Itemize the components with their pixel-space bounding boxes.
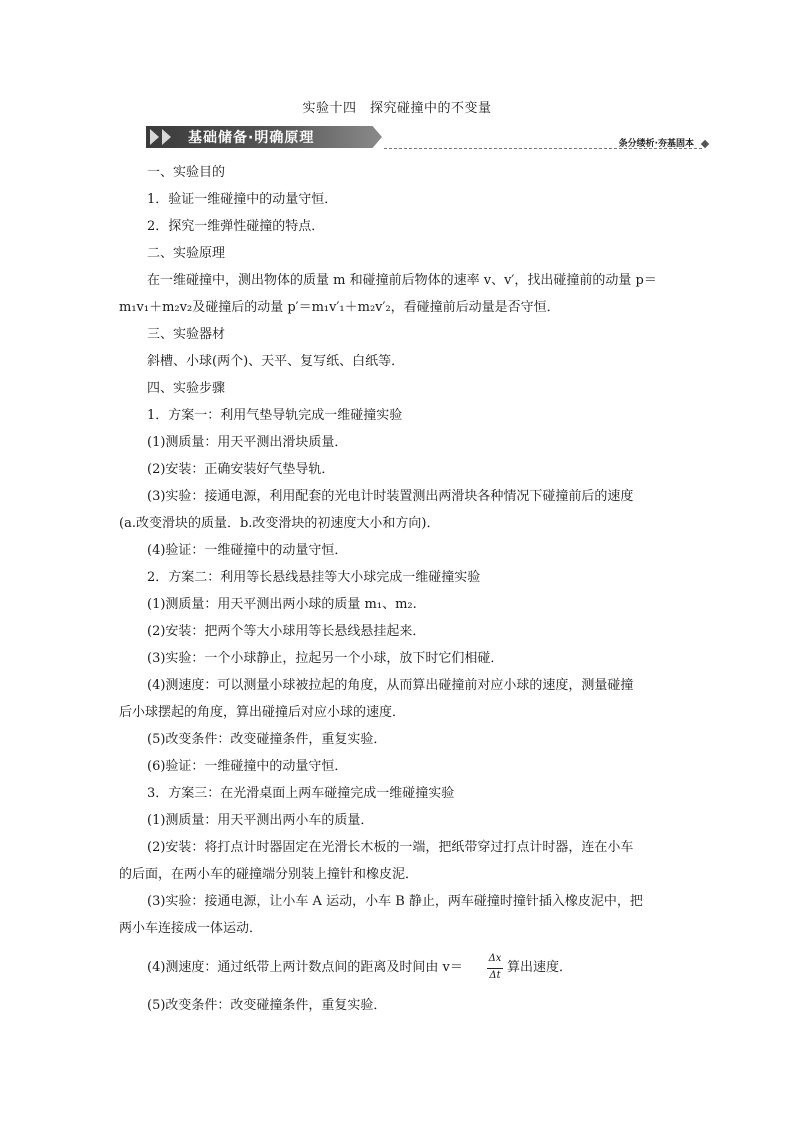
paragraph: (3)实验：接通电源，让小车 A 运动，小车 B 静止，两车碰撞时撞针插入橡皮泥中，把 <box>147 894 643 909</box>
paragraph: 1．验证一维碰撞中的动量守恒． <box>147 192 338 207</box>
paragraph: 2．探究一维弹性碰撞的特点． <box>147 219 325 234</box>
paragraph: (1)测质量：用天平测出两小车的质量． <box>147 813 374 828</box>
paragraph: (2)安装：将打点计时器固定在光滑长木板的一端，把纸带穿过打点计时器，连在小车 <box>147 840 634 855</box>
paragraph: 的后面，在两小车的碰撞端分别装上撞针和橡皮泥． <box>119 867 419 882</box>
paragraph: (3)实验：一个小球静止，拉起另一个小球，放下时它们相碰． <box>147 651 504 666</box>
paragraph: (6)验证：一维碰撞中的动量守恒． <box>147 759 348 774</box>
heading-principle: 二、实验原理 <box>147 246 226 261</box>
paragraph: 3．方案三：在光滑桌面上两车碰撞完成一维碰撞实验 <box>147 786 455 801</box>
paragraph: (3)实验：接通电源，利用配套的光电计时装置测出两滑块各种情况下碰撞前后的速度 <box>147 489 634 504</box>
fraction-denominator: Δt <box>489 970 501 981</box>
paragraph: 1．方案一：利用气垫导轨完成一维碰撞实验 <box>147 408 403 423</box>
paragraph: (a.改变滑块的质量．b.改变滑块的初速度大小和方向)． <box>119 516 440 531</box>
page-title: 实验十四 探究碰撞中的不变量 <box>302 101 492 116</box>
paragraph: (2)安装：正确安装好气垫导轨． <box>147 462 335 477</box>
paragraph: 2．方案二：利用等长悬线悬挂等大小球完成一维碰撞实验 <box>147 570 481 585</box>
section-banner <box>146 124 708 152</box>
paragraph: (4)测速度：可以测量小球被拉起的角度，从而算出碰撞前对应小球的速度，测量碰撞 <box>147 678 634 693</box>
heading-equipment: 三、实验器材 <box>147 327 226 342</box>
paragraph: 后小球摆起的角度，算出碰撞后对应小球的速度． <box>119 705 406 720</box>
paragraph: 在一维碰撞中，测出物体的质量 m 和碰撞前后物体的速率 v、v′，找出碰撞前的动量 p＝ <box>147 273 657 288</box>
heading-objective: 一、实验目的 <box>147 165 226 180</box>
paragraph: 算出速度． <box>507 960 573 975</box>
fraction-bar <box>487 968 503 969</box>
paragraph: 斜槽、小球(两个)、天平、复写纸、白纸等． <box>147 354 405 369</box>
paragraph: (1)测质量：用天平测出两小球的质量 m₁、m₂. <box>147 597 417 612</box>
chevron-right-icon <box>150 129 159 145</box>
paragraph: (1)测质量：用天平测出滑块质量． <box>147 435 348 450</box>
banner-subtitle: 条分缕析·夯基固本 <box>618 139 694 149</box>
paragraph: 两小车连接成一体运动． <box>119 921 263 936</box>
paragraph: (5)改变条件：改变碰撞条件，重复实验． <box>147 998 387 1013</box>
diamond-icon <box>701 140 709 148</box>
paragraph: (4)测速度：通过纸带上两计数点间的距离及时间由 v＝ <box>147 960 463 975</box>
paragraph: (5)改变条件：改变碰撞条件，重复实验． <box>147 732 387 747</box>
chevron-right-icon <box>162 129 171 145</box>
paragraph: (4)验证：一维碰撞中的动量守恒． <box>147 543 348 558</box>
paragraph: m₁v₁＋m₂v₂及碰撞后的动量 p′＝m₁v′₁＋m₂v′₂，看碰撞前后动量是否守恒． <box>119 300 560 315</box>
banner-label: 基础储备·明确原理 <box>188 130 315 146</box>
paragraph: (2)安装：把两个等大小球用等长悬线悬挂起来． <box>147 624 426 639</box>
heading-steps: 四、实验步骤 <box>147 381 226 396</box>
fraction-numerator: Δx <box>488 953 502 964</box>
